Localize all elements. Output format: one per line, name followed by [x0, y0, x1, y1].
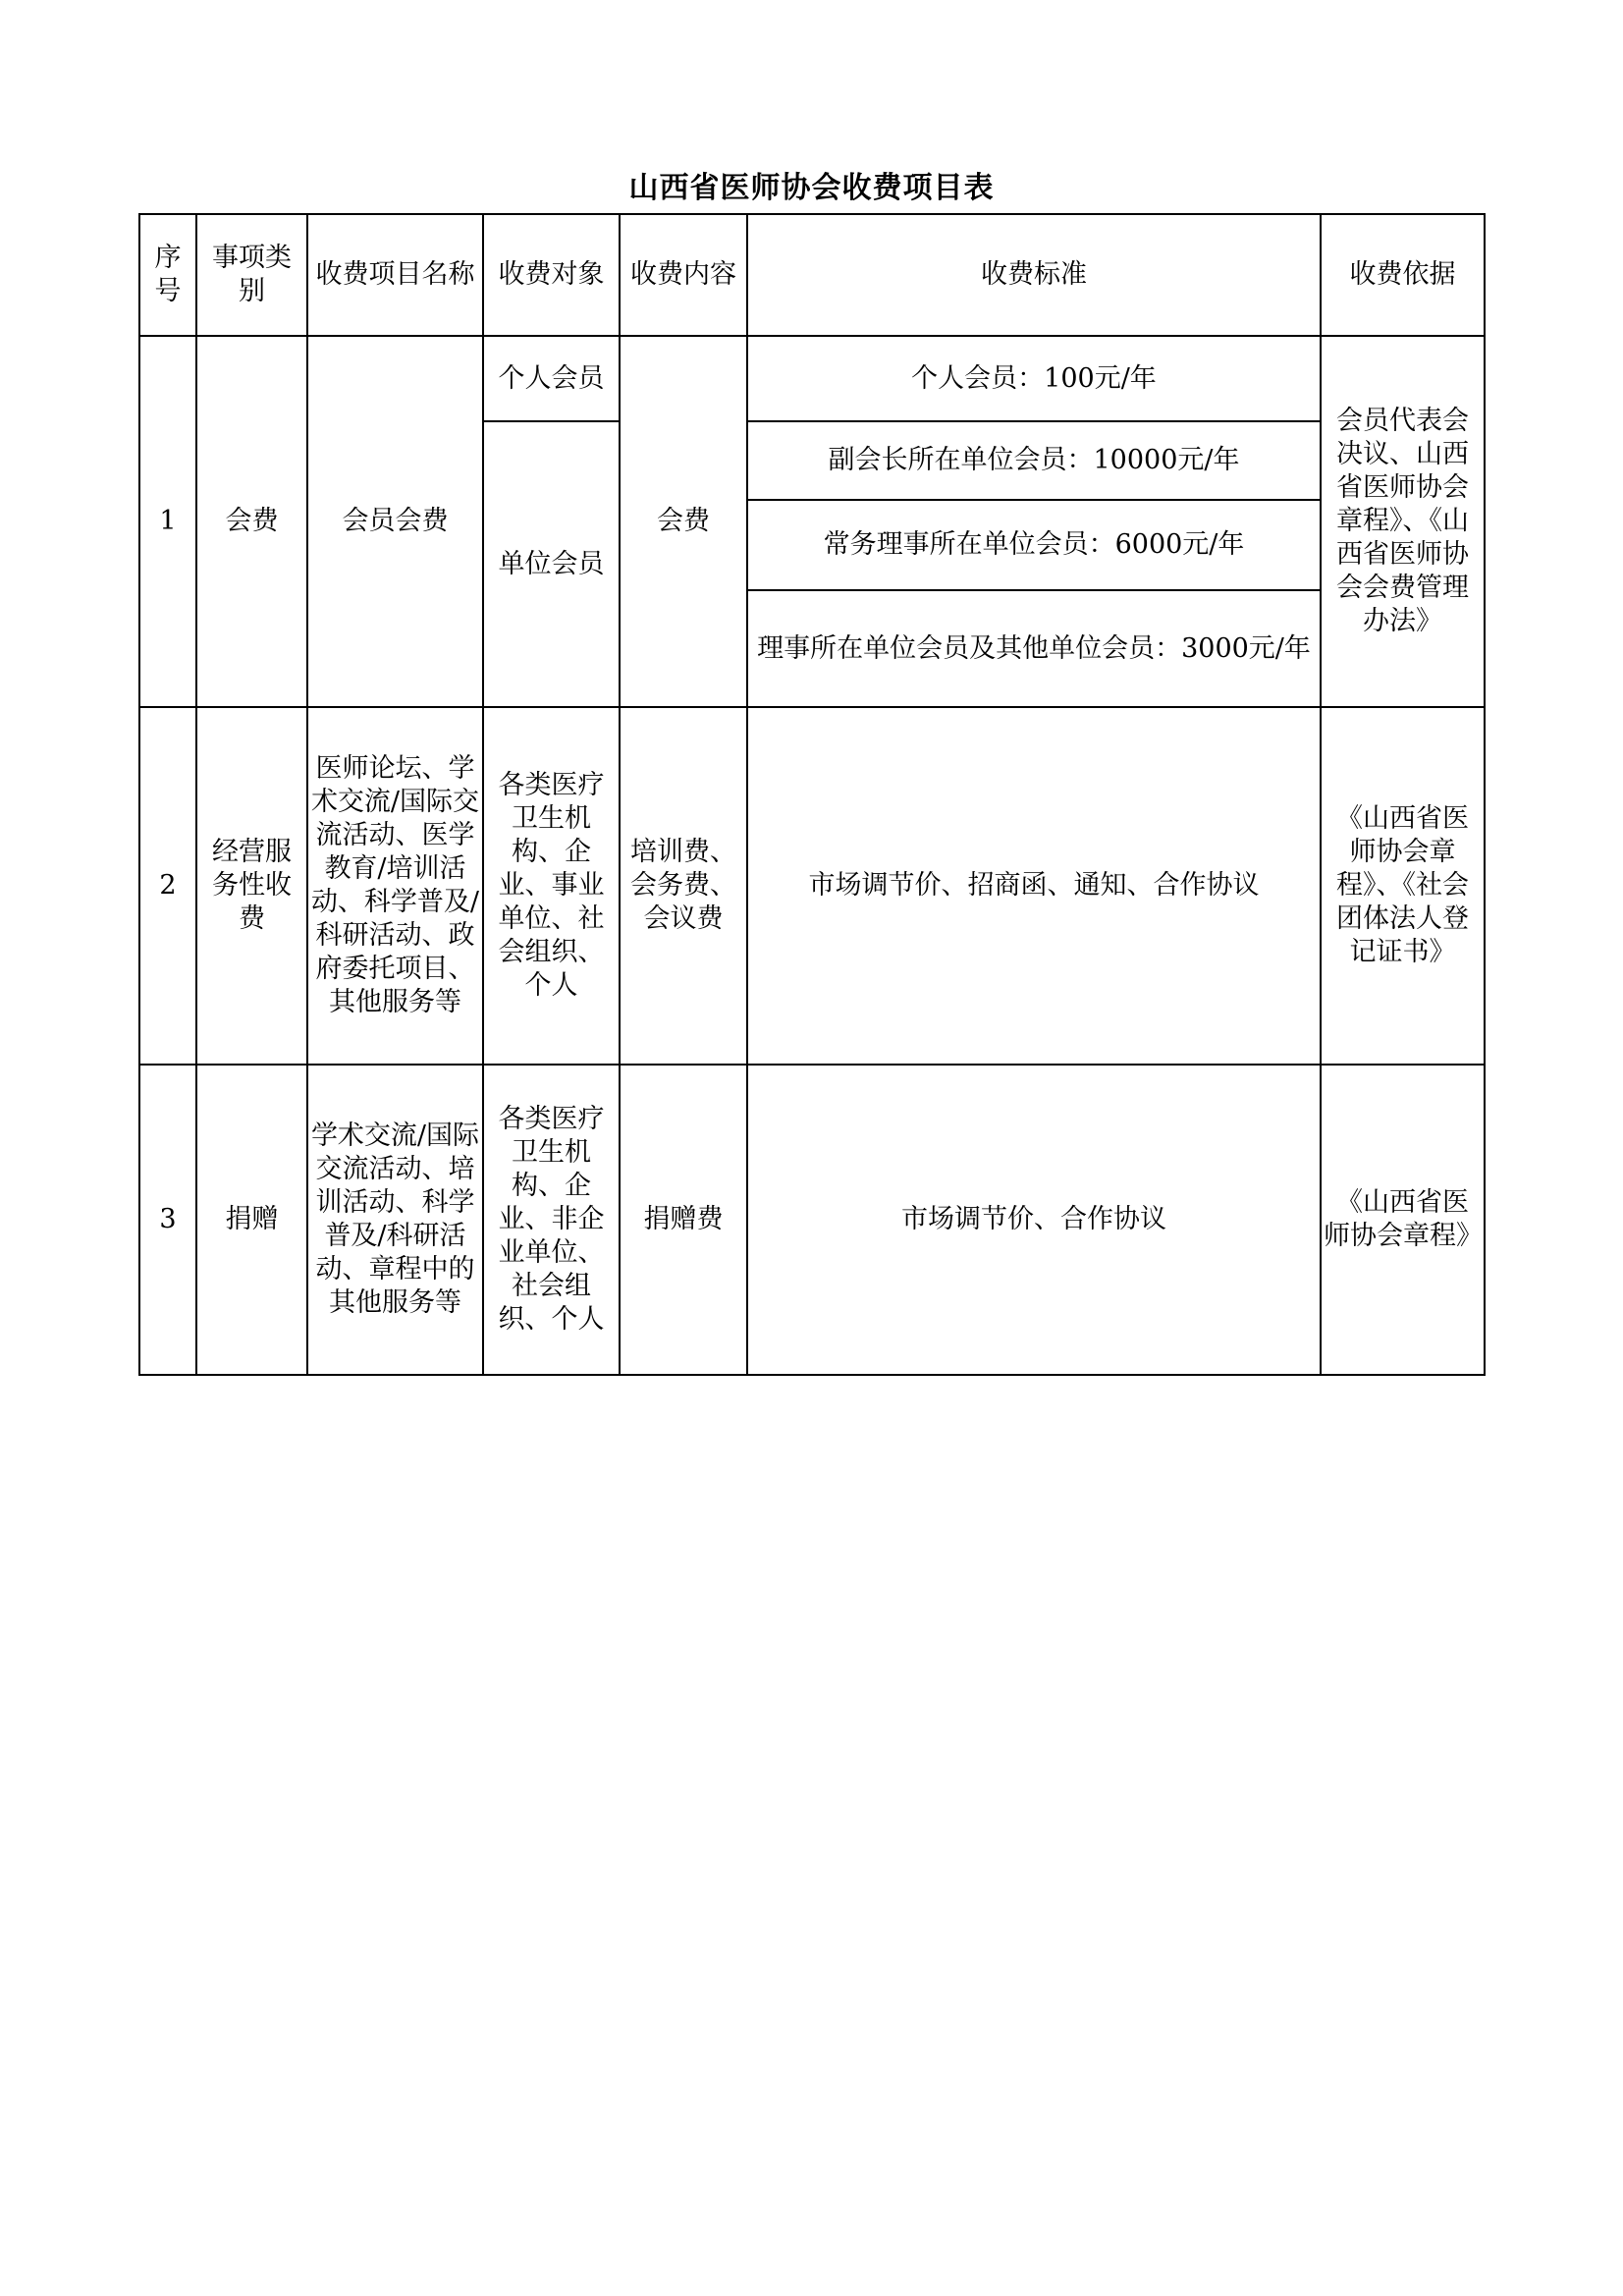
row1-basis: 会员代表会决议、山西省医师协会章程》、《山西省医师协会会费管理办法》: [1321, 336, 1485, 707]
table-row: [139, 707, 1485, 1065]
row2-content: 培训费、会务费、会议费: [620, 707, 747, 1065]
header-seq: 序号: [139, 214, 196, 336]
table-row: [139, 1065, 1485, 1375]
row1-standard-individual: 个人会员：100元/年: [747, 336, 1321, 421]
row1-item-name: 会员会费: [307, 336, 483, 707]
row1-category: 会费: [196, 336, 307, 707]
row1-target-individual: 个人会员: [483, 336, 620, 421]
header-target: 收费对象: [483, 214, 620, 336]
row1-standard-standing-director: 常务理事所在单位会员：6000元/年: [747, 500, 1321, 590]
row2-basis: 《山西省医师协会章程》、《社会团体法人登记证书》: [1321, 707, 1485, 1065]
table-row: [139, 336, 1485, 421]
row1-seq: 1: [139, 336, 196, 707]
row3-content: 捐赠费: [620, 1065, 747, 1375]
row3-target: 各类医疗卫生机构、企业、非企业单位、社会组织、个人: [483, 1065, 620, 1375]
row1-standard-vice-president: 副会长所在单位会员：10000元/年: [747, 421, 1321, 500]
row3-category: 捐赠: [196, 1065, 307, 1375]
row2-target: 各类医疗卫生机构、企业、事业单位、社会组织、个人: [483, 707, 620, 1065]
header-content: 收费内容: [620, 214, 747, 336]
row2-seq: 2: [139, 707, 196, 1065]
row3-basis: 《山西省医师协会章程》: [1321, 1065, 1485, 1375]
row3-seq: 3: [139, 1065, 196, 1375]
row3-item-name: 学术交流/国际交流活动、培训活动、科学普及/科研活动、章程中的其他服务等: [307, 1065, 483, 1375]
row1-target-unit: 单位会员: [483, 421, 620, 707]
row1-content: 会费: [620, 336, 747, 707]
row2-category: 经营服务性收费: [196, 707, 307, 1065]
page-title: 山西省医师协会收费项目表: [628, 171, 995, 205]
header-item-name: 收费项目名称: [307, 214, 483, 336]
row3-standard: 市场调节价、合作协议: [747, 1065, 1321, 1375]
fee-table: [138, 213, 1486, 1376]
header-row: [139, 214, 1485, 336]
header-basis: 收费依据: [1321, 214, 1485, 336]
header-category: 事项类别: [196, 214, 307, 336]
row1-standard-director: 理事所在单位会员及其他单位会员：3000元/年: [747, 590, 1321, 707]
row2-standard: 市场调节价、招商函、通知、合作协议: [747, 707, 1321, 1065]
header-standard: 收费标准: [747, 214, 1321, 336]
row2-item-name: 医师论坛、学术交流/国际交流活动、医学教育/培训活动、科学普及/科研活动、政府委托项目、其他服务等: [307, 707, 483, 1065]
